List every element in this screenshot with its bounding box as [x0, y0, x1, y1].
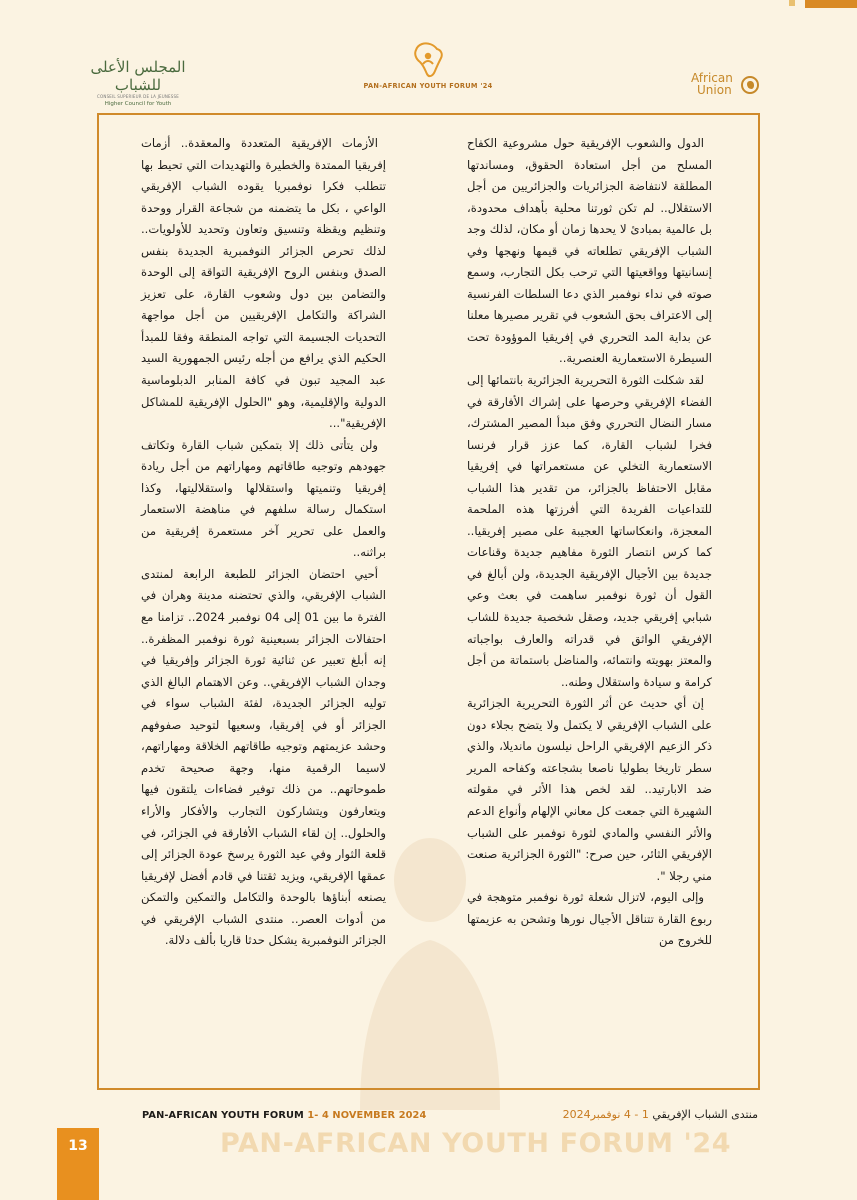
higher-council-for-youth-logo: [88, 58, 188, 108]
article-column-right: [467, 133, 712, 952]
page-number-box: [57, 1128, 99, 1200]
forum-logo-text: PAN-AFRICAN YOUTH FORUM '24: [363, 82, 493, 90]
logo-left-small: CONSEIL SUPERIEUR DE LA JEUNESSE: [97, 94, 179, 99]
paragraph: الأزمات الإفريقية المتعددة والمعقدة.. أزمات إفريقيا الممتدة والخطيرة والتهديدات التي تحيط بها تتطلب فكرا نوفمبريا يقوده الشباب الإفريقي الواعي ، بكل ما يتضمنه من شجاعة القرار ووحدة وتنظيم ويقظة وتنسيق وتعاون وتحديد للأولويات.. لذلك تحرص الجزائر النوفمبرية الجديدة بنفس الصدق وبنفس الروح الإفريقية التواقة إلى الوحدة والتضامن بين دول وشعوب القارة، على تعزيز الشراكة والتكامل الإفريقيين من أجل مواجهة التحديات الجسيمة التي تواجه المنطقة وفقا للمبدأ الحكيم الذي يرافع من أجله رئيس الجمهورية السيد عبد المجيد تبون في كافة المنابر الدبلوماسية الدولية والإقليمية، وهو "الحلول الإفريقية للمشاكل الإفريقية"...: [141, 136, 386, 431]
paragraph: وإلى اليوم، لاتزال شعلة ثورة نوفمبر متوهجة في ربوع القارة تتناقل الأجيال نورها وتشحن به عزيمتها للخروج من: [467, 890, 712, 948]
african-union-line2: Union: [697, 83, 732, 97]
footer-arabic-prefix: منتدى الشباب الإفريقي: [648, 1108, 758, 1121]
page-header: [0, 38, 857, 108]
africa-map-icon: [408, 40, 448, 80]
article-column-left: [141, 133, 386, 952]
paragraph: الدول والشعوب الإفريقية حول مشروعية الكفاح المسلح من أجل استعادة الحقوق، ومساندتها المطلقة لانتفاضة الجزائريات والجزائريين من أجل الاستقلال.. لم تكن ثورتنا محلية بأهداف محدودة، بل عالمية بمبادئ لا يحدها زمان أو مكان، لذلك وجد الشباب الإفريقي تطلعاته في قيمها ونهجها وفي إنسانيتها وواقعيتها التي ترحب بكل التجارب، وسمع صوته في نداء نوفمبر الذي دعا السلطات الفرنسية إلى الاعتراف بحق الشعوب في تقرير مصيرها معلنا عن بداية المد التحرري في إفريقيا الموؤودة تحت السيطرة الاستعمارية العنصرية..: [467, 136, 712, 366]
paragraph: ولن يتأتى ذلك إلا بتمكين شباب القارة وتكاتف جهودهم وتوجيه طاقاتهم ومهاراتهم من أجل ريادة إفريقيا وتنميتها واستقلالها واستقلاليتها، وكذا استكمال رسالة سلفهم في مناهضة الاستعمار والعمل على تحرير آخر مستعمرة إفريقية من براثنه..: [141, 437, 386, 560]
footer-arabic-title: [563, 1108, 758, 1121]
footer-big-title: PAN-AFRICAN YOUTH FORUM '24: [220, 1128, 732, 1159]
paragraph: إن أي حديث عن أثر الثورة التحريرية الجزائرية على الشباب الإفريقي لا يكتمل ولا يتضح بجلاء دون ذكر الزعيم الإفريقي الراحل نيلسون مانديلا، والذي سطر تاريخا بطوليا ناصعا بشجاعته وكفاحه المرير ضد الابارتيد.. لقد لخص هذا الأثر في مقولته الشهيرة التي جمعت كل معاني الإلهام وأنواع الدعم والأثر النفسي والمادي لثورة نوفمبر على الشباب الإفريقي الثائر، حين صرح: "الثورة الجزائرية صنعت مني رجلا ".: [467, 696, 712, 883]
african-union-logo: [691, 72, 761, 100]
page-number: 13: [68, 1138, 88, 1154]
corner-tab: [805, 0, 857, 8]
logo-left-english: Higher Council for Youth: [104, 101, 172, 107]
footer-english-prefix: PAN-AFRICAN YOUTH FORUM: [142, 1110, 308, 1121]
corner-tab-accent: [789, 0, 795, 6]
african-union-line1: African: [691, 71, 733, 85]
footer-arabic-dates: 1 - 4 نوفمبر2024: [562, 1108, 649, 1121]
footer-english-title: [142, 1110, 426, 1121]
logo-left-arabic: المجلس الأعلى للشباب: [90, 58, 186, 94]
forum-logo: [352, 40, 504, 90]
paragraph: أحيي احتضان الجزائر للطبعة الرابعة لمنتدى الشباب الإفريقي، والذي تحتضنه مدينة وهران في الفترة ما بين 01 إلى 04 نوفمبر 2024.. تزامنا مع احتفالات الجزائر بسبعينية ثورة نوفمبر المظفرة.. إنه أبلغ تعبير عن ثنائية ثورة الجزائر وإفريقيا في وجدان الشباب الإفريقي.. وعن الاهتمام البالغ الذي توليه الجزائر الجديدة، لفئة الشباب سواء في الجزائر أو في إفريقيا، وسعيها لتوحيد صفوفهم وحشد عزيمتهم وتوجيه طاقاتهم الخلاقة ومهاراتهم، لاسيما الرقمية منها، وجهة صحيحة تخدم طموحاتهم.. من ذلك توفير فضاءات يلتقون فيها ويتعارفون ويتشاركون التجارب والأفكار والأراء والحلول.. إن لقاء الشباب الأفارقة في الجزائر، في قلعة الثوار وفي عيد الثورة يرسخ عودة الجزائر إلى عمقها الإفريقي، ويزيد ثقتنا في قادم أفضل لإفريقيا يصنعه أبناؤها بالوحدة والتكامل والتمكين والتمكن من أدوات العصر.. منتدى الشباب الإفريقي في الجزائر النوفمبرية يشكل حدثا قاريا بألف دلالة.: [141, 566, 387, 948]
paragraph: لقد شكلت الثورة التحريرية الجزائرية بانتمائها إلى الفضاء الإفريقي وحرصها على إشراك الأفارقة في مسار النضال التحرري وفق مبدأ المصير المشترك، فخرا لشباب القارة، كما عزز قرار فرنسا الاستعمارية التخلي عن مستعمراتها في إفريقيا مقابل الاحتفاظ بالجزائر، من تقدير هذا الشباب للتداعيات الفريدة التي أفرزتها هذه الملحمة المعجزة، وانعكاساتها العجيبة على مصير إفريقيا.. كما كرس انتصار الثورة مفاهيم جديدة وقناعات جديدة بين الأجيال الإفريقية الجديدة، ولن أبالغ في القول أن ثورة نوفمبر ساهمت في بعث وعي شبابي إفريقي جديد، وصقل شخصية جديدة للشاب الإفريقي الواثق في قدراته والعارف بواجباته والمعتز بهويته وانتمائه، والمناضل باستماتة من أجل كرامة و سيادة واستقلال وطنه..: [467, 373, 712, 689]
footer-english-dates: 1- 4 NOVEMBER 2024: [307, 1110, 427, 1121]
african-union-emblem-icon: [741, 76, 759, 94]
